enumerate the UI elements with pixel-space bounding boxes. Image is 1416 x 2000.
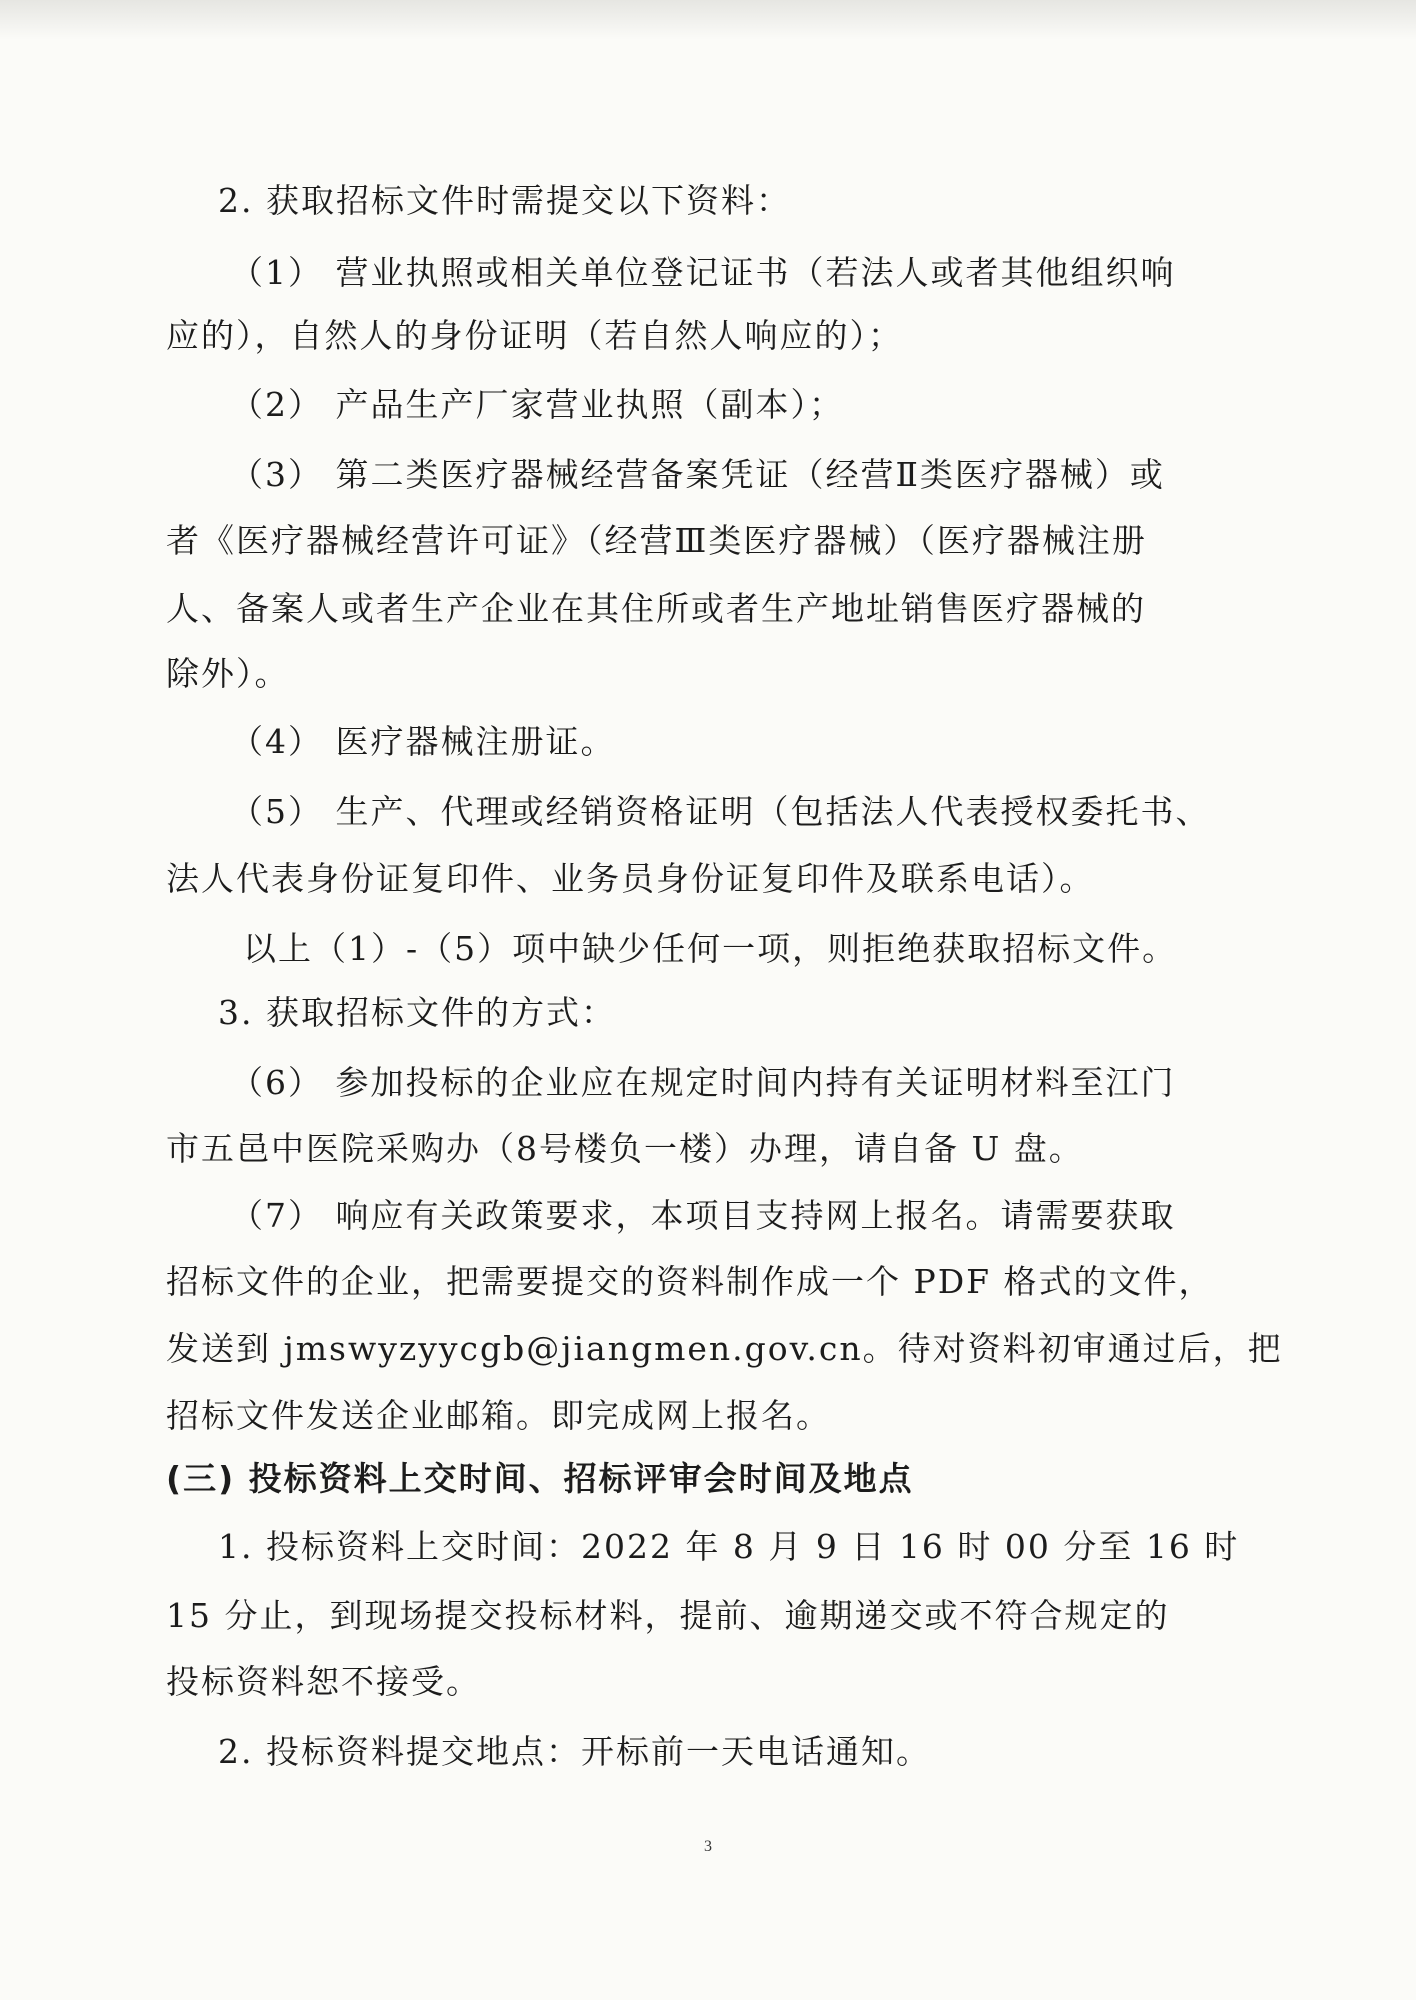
paragraph-line: 2. 投标资料提交地点：开标前一天电话通知。 [218,1732,931,1771]
paragraph-line: （3） 第二类医疗器械经营备案凭证（经营Ⅱ类医疗器械）或 [230,455,1165,494]
scan-edge-shading [0,0,1416,40]
paragraph-line: 投标资料恕不接受。 [166,1662,481,1701]
paragraph-line: 发送到 jmswyzyycgb@jiangmen.gov.cn。待对资料初审通过后，把 [166,1329,1283,1368]
paragraph-line: （6） 参加投标的企业应在规定时间内持有关证明材料至江门 [230,1063,1176,1102]
paragraph-line: 应的），自然人的身份证明（若自然人响应的）； [166,316,903,355]
paragraph-line: （4） 医疗器械注册证。 [230,722,616,761]
paragraph-line: 1. 投标资料上交时间：2022 年 8 月 9 日 16 时 00 分至 16 时 [218,1527,1240,1566]
paragraph-line: 3. 获取招标文件的方式： [218,993,616,1032]
paragraph-line: （7） 响应有关政策要求，本项目支持网上报名。请需要获取 [230,1196,1176,1235]
paragraph-line: 招标文件的企业，把需要提交的资料制作成一个 PDF 格式的文件， [166,1262,1214,1301]
paragraph-line: 2. 获取招标文件时需提交以下资料： [218,181,791,220]
paragraph-line: 市五邑中医院采购办（8号楼负一楼）办理，请自备 U 盘。 [166,1129,1084,1168]
section-heading: (三) 投标资料上交时间、招标评审会时间及地点 [166,1459,914,1498]
paragraph-line: 招标文件发送企业邮箱。即完成网上报名。 [166,1396,831,1435]
paragraph-line: 者《医疗器械经营许可证》（经营Ⅲ类医疗器械）（医疗器械注册 [166,521,1147,560]
paragraph-line: （5） 生产、代理或经销资格证明（包括法人代表授权委托书、 [230,792,1211,831]
paragraph-line: 除外）。 [166,654,290,693]
paragraph-line: （2） 产品生产厂家营业执照（副本）； [230,385,844,424]
paragraph-line: 人、备案人或者生产企业在其住所或者生产地址销售医疗器械的 [166,589,1146,628]
paragraph-line: 法人代表身份证复印件、业务员身份证复印件及联系电话）。 [166,859,1095,898]
paragraph-line: 15 分止，到现场提交投标材料，提前、逾期递交或不符合规定的 [166,1596,1170,1635]
paragraph-line: （1） 营业执照或相关单位登记证书（若法人或者其他组织响 [230,253,1176,292]
paragraph-line: 以上（1）-（5）项中缺少任何一项，则拒绝获取招标文件。 [243,929,1178,968]
page-number: 3 [704,1838,712,1855]
